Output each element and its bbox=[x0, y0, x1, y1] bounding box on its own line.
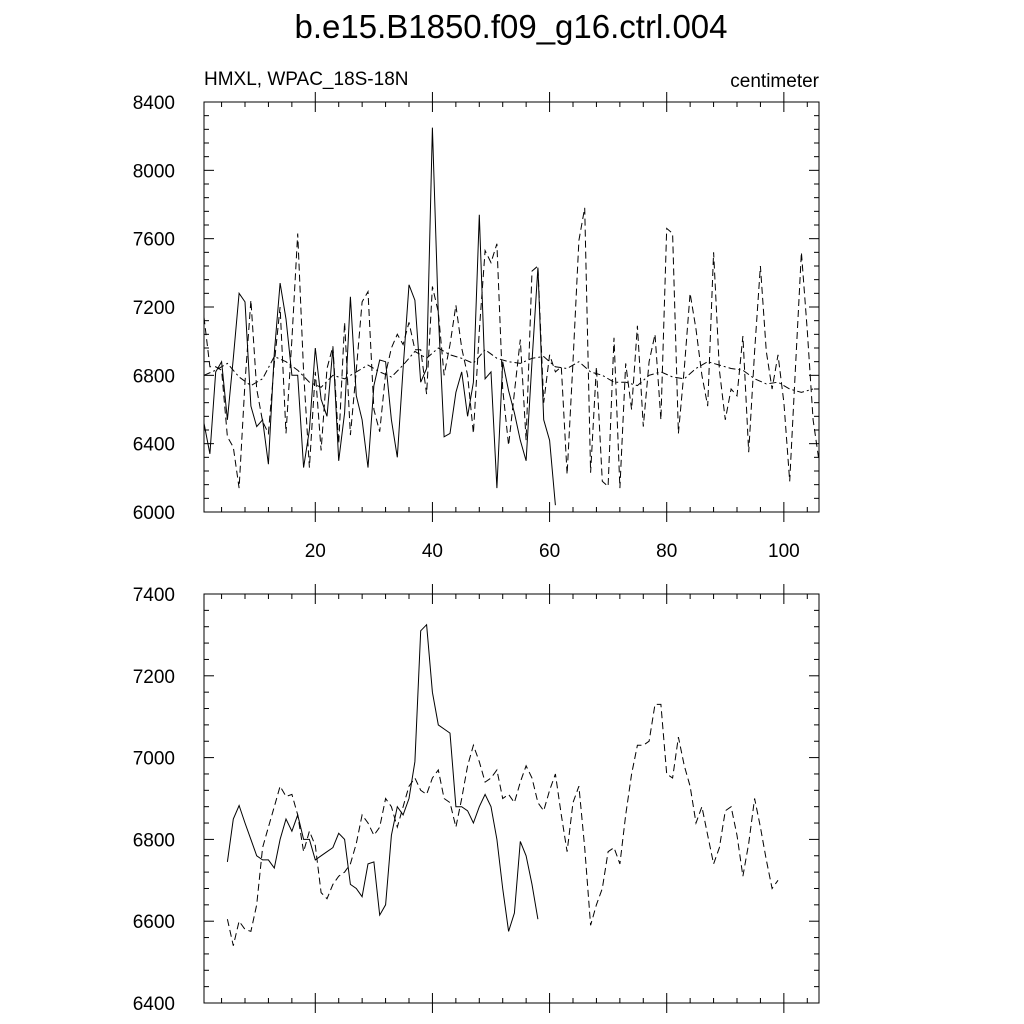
y-tick-label: 6800 bbox=[132, 366, 175, 388]
y-tick-label: 7400 bbox=[132, 585, 175, 606]
top-panel bbox=[133, 92, 819, 562]
x-tick-label: 60 bbox=[539, 541, 561, 562]
plot-frame bbox=[204, 102, 819, 512]
bottom-panel bbox=[133, 584, 819, 1015]
series-line-solid bbox=[204, 128, 555, 506]
x-tick-label: 100 bbox=[768, 541, 800, 562]
chart-units-label: centimeter bbox=[730, 71, 819, 92]
y-tick-label: 6000 bbox=[132, 503, 175, 524]
y-tick-label: 6400 bbox=[132, 434, 175, 456]
y-tick-label: 6600 bbox=[132, 912, 175, 934]
x-tick-label: 40 bbox=[421, 541, 443, 562]
y-tick-label: 7200 bbox=[132, 666, 175, 688]
x-tick-label: 20 bbox=[304, 541, 326, 562]
x-tick-label: 80 bbox=[656, 541, 678, 562]
chart-title: b.e15.B1850.f09_g16.ctrl.004 bbox=[294, 8, 728, 45]
series-line-dashed bbox=[204, 208, 819, 488]
y-tick-label: 6800 bbox=[132, 830, 175, 852]
y-tick-label: 7200 bbox=[132, 298, 175, 319]
series-line-solid bbox=[227, 625, 538, 932]
y-tick-label: 6400 bbox=[132, 994, 175, 1015]
y-tick-label: 8400 bbox=[132, 93, 175, 114]
y-tick-label: 7000 bbox=[132, 748, 175, 770]
chart-subtitle-left: HMXL, WPAC_18S-18N bbox=[204, 69, 409, 90]
y-tick-label: 7600 bbox=[132, 229, 175, 251]
y-tick-label: 8000 bbox=[132, 161, 175, 183]
series-line-dashed bbox=[227, 704, 778, 945]
